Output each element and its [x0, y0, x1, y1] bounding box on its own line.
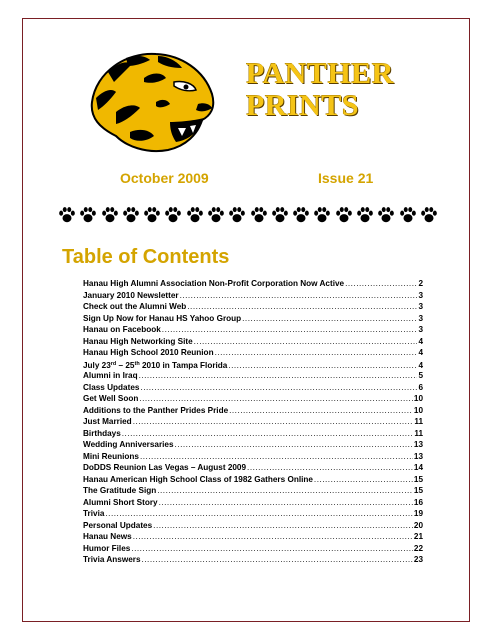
toc-entry[interactable]: [83, 554, 423, 566]
paw-print-icon: [399, 206, 417, 224]
panther-head-logo-icon: [86, 42, 220, 154]
toc-entry-title: DoDDS Reunion Las Vegas – August 2009: [83, 463, 247, 472]
toc-leader-dots: [215, 347, 418, 359]
toc-leader-dots: [180, 290, 418, 302]
paw-print-icon: [271, 206, 289, 224]
toc-page-number: 4: [418, 348, 423, 357]
toc-entry-title: Personal Updates: [83, 520, 153, 530]
toc-leader-dots: [153, 520, 413, 532]
toc-leader-dots: [345, 278, 417, 290]
toc-entry-title: Hanau High Networking Site: [83, 336, 193, 346]
toc-entry[interactable]: [83, 451, 423, 463]
toc-page-number: 19: [413, 509, 423, 518]
newsletter-title: [246, 58, 394, 122]
toc-page-number: 13: [413, 440, 423, 449]
toc-entry-title: Trivia Answers: [83, 555, 141, 564]
toc-leader-dots: [122, 428, 414, 440]
toc-page-number: 21: [413, 532, 423, 541]
toc-page-number: 15: [413, 486, 423, 495]
toc-entry[interactable]: [83, 462, 423, 474]
toc-leader-dots: [162, 324, 418, 336]
paw-print-icon: [79, 206, 97, 224]
toc-entry-title: January 2010 Newsletter: [83, 290, 179, 300]
ordinal-suffix: th: [134, 360, 140, 367]
toc-page-number: 4: [418, 360, 423, 370]
toc-entry-title-part: – 25: [116, 360, 135, 370]
toc-entry-title: Check out the Alumni Web: [83, 302, 187, 311]
toc-page-number: 22: [413, 543, 423, 553]
paw-print-icon: [292, 206, 310, 224]
toc-entry-title: Hanau High School 2010 Reunion: [83, 348, 214, 357]
toc-entry[interactable]: [83, 508, 423, 520]
toc-page-number: 16: [413, 497, 423, 507]
toc-page-number: 11: [414, 417, 423, 426]
toc-heading: Table of Contents: [62, 246, 230, 268]
toc-entry[interactable]: [83, 324, 423, 336]
toc-entry-title: Mini Reunions: [83, 451, 139, 461]
toc-entry-title: Alumni Short Story: [83, 497, 158, 507]
toc-leader-dots: [139, 393, 413, 405]
paw-print-icon: [122, 206, 140, 224]
toc-entry[interactable]: [83, 485, 423, 497]
paw-print-icon: [335, 206, 353, 224]
toc-entry[interactable]: [83, 336, 423, 348]
toc-entry[interactable]: [83, 439, 423, 451]
toc-entry[interactable]: [83, 370, 423, 382]
toc-page-number: 13: [413, 451, 423, 461]
toc-page-number: 2: [418, 279, 423, 288]
toc-entry[interactable]: [83, 474, 423, 486]
title-line-1: PANTHER: [246, 57, 394, 90]
toc-page-number: 10: [413, 405, 423, 415]
toc-entry-title: Class Updates: [83, 382, 140, 392]
toc-entry[interactable]: [83, 497, 423, 509]
toc-entry[interactable]: [83, 393, 423, 405]
toc-entry-title: Wedding Anniversaries: [83, 440, 174, 449]
paw-print-icon: [207, 206, 225, 224]
toc-entry[interactable]: [83, 416, 423, 428]
paw-print-icon: [377, 206, 395, 224]
toc-entry[interactable]: [83, 290, 423, 302]
toc-entry[interactable]: [83, 301, 423, 313]
paw-print-icon: [313, 206, 331, 224]
toc-leader-dots: [242, 313, 417, 325]
toc-leader-dots: [131, 543, 413, 555]
issue-date: October 2009: [120, 170, 209, 186]
toc-entry-title: Trivia: [83, 509, 105, 518]
paw-print-icon: [186, 206, 204, 224]
toc-entry[interactable]: [83, 543, 423, 555]
toc-entry[interactable]: [83, 382, 423, 394]
toc-page-number: 11: [414, 428, 423, 438]
toc-page-number: 3: [418, 313, 423, 323]
ordinal-suffix: rd: [110, 360, 117, 367]
paw-print-icon: [250, 206, 268, 224]
table-of-contents: [83, 278, 423, 566]
toc-entry[interactable]: [83, 520, 423, 532]
paw-print-icon: [356, 206, 374, 224]
toc-entry-title: Hanau News: [83, 532, 132, 541]
toc-page-number: 5: [418, 371, 423, 380]
issue-number: Issue 21: [318, 170, 374, 186]
toc-leader-dots: [133, 416, 414, 428]
toc-page-number: 3: [418, 290, 423, 300]
toc-entry-title: Hanau American High School Class of 1982 Gathers Online: [83, 474, 313, 484]
toc-leader-dots: [105, 508, 412, 520]
toc-entry[interactable]: [83, 313, 423, 325]
toc-page-number: 15: [413, 474, 423, 484]
toc-leader-dots: [175, 439, 413, 451]
toc-entry-title: Humor Files: [83, 543, 131, 553]
toc-leader-dots: [314, 474, 413, 486]
toc-entry[interactable]: [83, 347, 423, 359]
toc-entry-title: Hanau on Facebook: [83, 325, 161, 334]
paw-print-icon: [228, 206, 246, 224]
paw-print-icon: [420, 206, 438, 224]
toc-leader-dots: [140, 382, 417, 394]
toc-entry-title-part: 2010 in Tampa Florida: [139, 360, 228, 370]
toc-page-number: 23: [413, 555, 423, 564]
toc-entry[interactable]: [83, 428, 423, 440]
toc-leader-dots: [139, 370, 418, 382]
toc-leader-dots: [229, 405, 413, 417]
paw-print-icon: [143, 206, 161, 224]
toc-entry[interactable]: [83, 359, 423, 371]
toc-leader-dots: [133, 531, 413, 543]
toc-page-number: 14: [413, 463, 423, 472]
toc-leader-dots: [194, 336, 418, 348]
toc-leader-dots: [140, 451, 413, 463]
toc-entry-title-part: July 23: [83, 360, 111, 370]
toc-entry-title: Hanau High Alumni Association Non-Profit Corporation Now Active: [83, 279, 345, 288]
toc-entry-title: Alumni in Iraq: [83, 371, 138, 380]
paw-print-icon: [101, 206, 119, 224]
toc-page-number: 6: [418, 382, 423, 392]
toc-entry[interactable]: [83, 278, 423, 290]
toc-entry-title: Get Well Soon: [83, 394, 139, 403]
toc-leader-dots: [187, 301, 417, 313]
toc-page-number: 3: [418, 325, 423, 334]
toc-entry-title: The Gratitude Sign: [83, 486, 157, 495]
toc-page-number: 3: [418, 302, 423, 311]
toc-entry-title: Additions to the Panther Prides Pride: [83, 405, 229, 415]
toc-entry[interactable]: [83, 531, 423, 543]
toc-leader-dots: [142, 554, 413, 566]
toc-entry-title: Birthdays: [83, 428, 121, 438]
toc-leader-dots: [157, 485, 413, 497]
toc-page-number: 20: [413, 520, 423, 530]
toc-page-number: 4: [418, 336, 423, 346]
toc-page-number: 10: [413, 394, 423, 403]
title-line-2: PRINTS: [246, 89, 360, 122]
toc-entry-title: Just Married: [83, 417, 132, 426]
paw-print-icon: [58, 206, 76, 224]
toc-entry-title: Sign Up Now for Hanau HS Yahoo Group: [83, 313, 242, 323]
toc-entry[interactable]: [83, 405, 423, 417]
toc-leader-dots: [247, 462, 413, 474]
paw-print-icon: [164, 206, 182, 224]
toc-leader-dots: [159, 497, 413, 509]
paw-print-divider: [58, 206, 438, 226]
